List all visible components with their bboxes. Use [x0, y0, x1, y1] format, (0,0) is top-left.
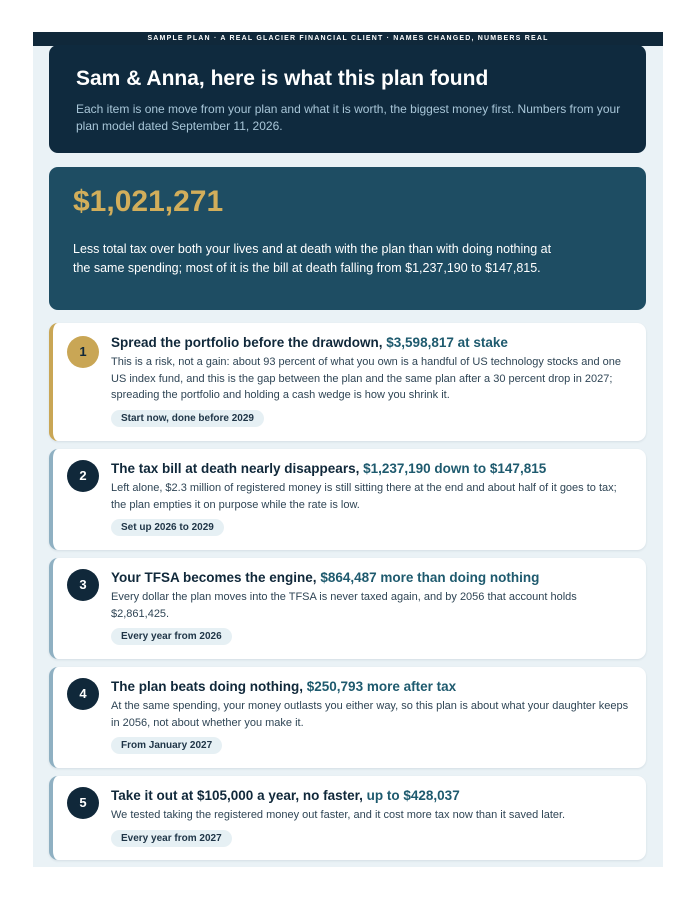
item-highlight-value: up to $428,037	[366, 788, 460, 803]
item-highlight-value: $1,237,190 down to $147,815	[363, 461, 547, 476]
item-title-text: The tax bill at death nearly disappears,	[111, 461, 360, 476]
item-description: We tested taking the registered money out faster, and it cost more tax now than it saved later.	[111, 809, 566, 821]
item-number-badge: 3	[67, 569, 99, 601]
item-description: Left alone, $2.3 million of registered money is still sitting there at the end and about half of it goes to tax; the plan empties it on purpose while the rate is low.	[111, 482, 617, 511]
item-title	[111, 570, 631, 585]
item-title	[111, 788, 631, 803]
total-savings-panel	[49, 167, 646, 310]
page-subtitle: Each item is one move from your plan and what it is worth, the biggest money first. Numbers from your plan model dated September 11, 2026.	[76, 102, 621, 133]
item-number-badge: 2	[67, 460, 99, 492]
plan-item-2	[49, 449, 646, 550]
item-title	[111, 679, 631, 694]
item-highlight-value: $864,487 more than doing nothing	[320, 570, 540, 585]
item-title-text: The plan beats doing nothing,	[111, 679, 303, 694]
page-title: Sam & Anna, here is what this plan found	[76, 67, 489, 90]
item-timing-pill: Every year from 2027	[111, 830, 232, 847]
sample-plan-banner: SAMPLE PLAN · A REAL GLACIER FINANCIAL CLIENT · NAMES CHANGED, NUMBERS REAL	[33, 32, 663, 46]
item-title	[111, 461, 631, 476]
item-title	[111, 335, 631, 350]
item-timing-pill: Every year from 2026	[111, 628, 232, 645]
plan-item-5	[49, 776, 646, 860]
plan-item-4	[49, 667, 646, 768]
total-savings-amount: $1,021,271	[73, 185, 224, 218]
total-savings-description: Less total tax over both your lives and at death with the plan than with doing nothing at the same spending; most of it is the bill at death falling from $1,237,190 to $147,815.	[73, 242, 552, 275]
plan-item-1	[49, 323, 646, 441]
item-highlight-value: $250,793 more after tax	[306, 679, 457, 694]
item-description: This is a risk, not a gain: about 93 percent of what you own is a handful of US technology stocks and one US index fund, and this is the gap between the plan and the same plan after a 30 percent drop in 2027; spreading the portfolio and holding a cash wedge is how you shrink it.	[111, 356, 621, 401]
item-timing-pill: Start now, done before 2029	[111, 410, 264, 427]
item-number-badge: 4	[67, 678, 99, 710]
item-title-text: Your TFSA becomes the engine,	[111, 570, 317, 585]
item-description: At the same spending, your money outlasts you either way, so this plan is about what your daughter keeps in 2056, not about whether you make it.	[111, 700, 629, 729]
hero-header	[49, 45, 646, 153]
item-timing-pill: Set up 2026 to 2029	[111, 519, 224, 536]
item-title-text: Spread the portfolio before the drawdown,	[111, 335, 383, 350]
item-title-text: Take it out at $105,000 a year, no faster,	[111, 788, 363, 803]
item-description: Every dollar the plan moves into the TFSA is never taxed again, and by 2056 that account holds $2,861,425.	[111, 591, 577, 620]
item-number-badge: 1	[67, 336, 99, 368]
plan-page	[33, 32, 663, 867]
item-number-badge: 5	[67, 787, 99, 819]
item-highlight-value: $3,598,817 at stake	[386, 335, 508, 350]
plan-item-3	[49, 558, 646, 659]
item-timing-pill: From January 2027	[111, 737, 222, 754]
